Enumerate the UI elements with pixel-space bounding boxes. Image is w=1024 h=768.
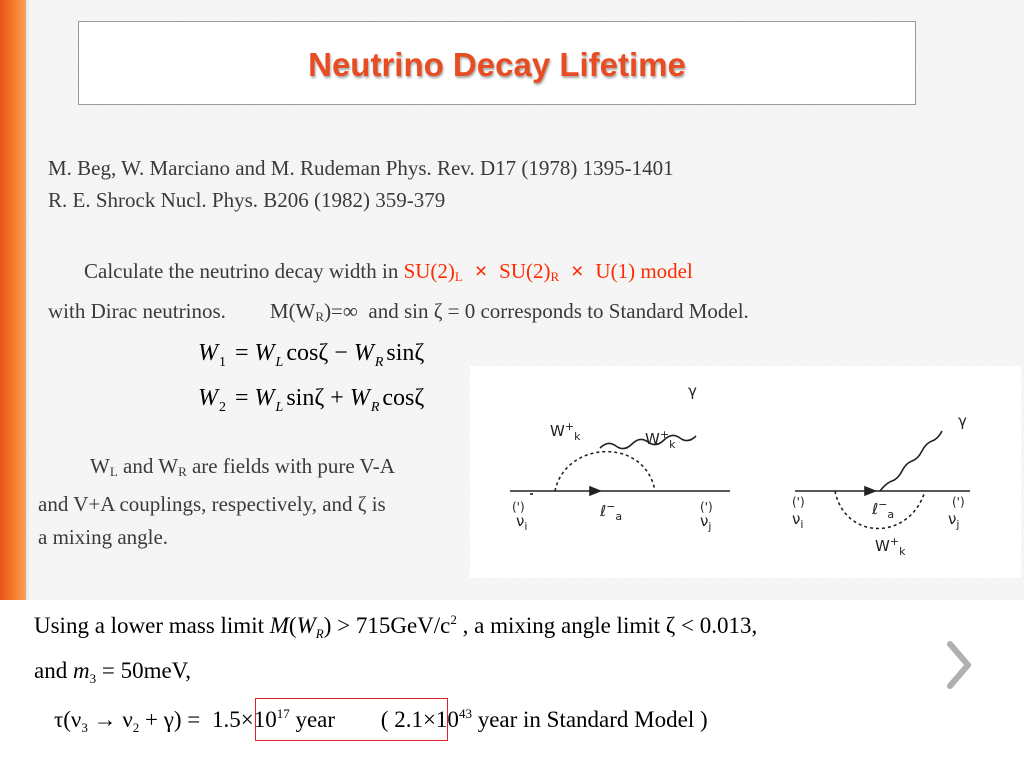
chevron-right-icon[interactable] [944, 640, 974, 690]
reference-1: M. Beg, W. Marciano and M. Rudeman Phys. Rev. D17 (1978) 1395-1401 [48, 156, 674, 180]
left-arrow-icon [590, 487, 600, 495]
left-w-label-b: $W^+_k$ [645, 428, 676, 451]
su2-left: $SU(2)_L$ [403, 259, 463, 284]
left-w-loop [555, 452, 655, 491]
title-box [78, 21, 916, 105]
left-gamma-label: γ [688, 382, 697, 400]
paragraph-line-1: Calculate the neutrino decay width in $SU(2)_L \times SU(2)_R \times U(1)$ model [84, 259, 693, 284]
u1-model: U(1) model [595, 259, 693, 283]
feynman-diagrams-svg [470, 366, 1021, 578]
standard-model-lifetime: ( $2.1\times 10^{43}$ year in Standard Model ) [380, 706, 708, 732]
m3-line: and $m_3 = 50meV$, [34, 658, 192, 686]
model-paragraph [48, 254, 749, 334]
left-nu-i-label: $\nu_i$ [516, 512, 528, 533]
right-diagram [795, 431, 970, 529]
reference-2: R. E. Shrock Nucl. Phys. B206 (1982) 359-379 [48, 188, 446, 212]
left-mark-j: (') [700, 500, 713, 514]
right-photon-line [880, 431, 942, 491]
right-gamma-label: γ [958, 412, 967, 430]
field-note: $W_L$ and $W_R$ are fields with pure V-A and V+A couplings, respectively, and ζ is a mixing angle. [38, 454, 394, 549]
equation-w1: $W_1 = W_L$ $\cos\zeta - W_R$ sinζ [198, 340, 425, 370]
equation-w2: $W_2 = W_L$ $\sin\zeta + W_R$ cosζ [198, 385, 425, 415]
su2-right: $SU(2)_R$ [499, 259, 560, 284]
left-w-label-a: $W^+_k$ [550, 420, 581, 443]
lifetime-result: $1.5\times 10^{17}$ year [211, 706, 336, 732]
slide-title: Neutrino Decay Lifetime [308, 46, 686, 83]
right-mark-i: (') [792, 495, 805, 509]
right-nu-j-label: $\nu_j$ [948, 510, 960, 531]
result-highlight-box [255, 698, 448, 741]
right-mark-j: (') [952, 495, 965, 509]
right-lepton-label: ℓ−$_a$ [872, 498, 895, 521]
left-mark-i: (') [512, 500, 525, 514]
right-nu-i-label: $\nu_i$ [792, 510, 804, 531]
feynman-diagrams [470, 366, 1021, 578]
paragraph-line-2: with Dirac neutrinos. $M(W_R)=\infty$ and sin ζ = 0 corresponds to Standard Model. [48, 299, 749, 324]
lifetime-line: $\tau(\nu_3 \to \nu_2 + \gamma) = 1.5\times 10^{17}$ year ( $2.1\times 10^{43}$ year in Standard Model ) [54, 706, 708, 735]
left-lepton-label: ℓ−$_a$ [600, 500, 623, 523]
right-w-label: $W^+_k$ [875, 535, 906, 558]
right-arrow-icon [865, 487, 875, 495]
left-diagram [510, 435, 730, 495]
mass-limit-line: Using a lower mass limit $M(W_R) > 715GeV/c^2$ , a mixing angle limit ζ < 0.013, [34, 612, 758, 641]
references [48, 152, 674, 216]
left-nu-j-label: $\nu_j$ [700, 512, 712, 533]
